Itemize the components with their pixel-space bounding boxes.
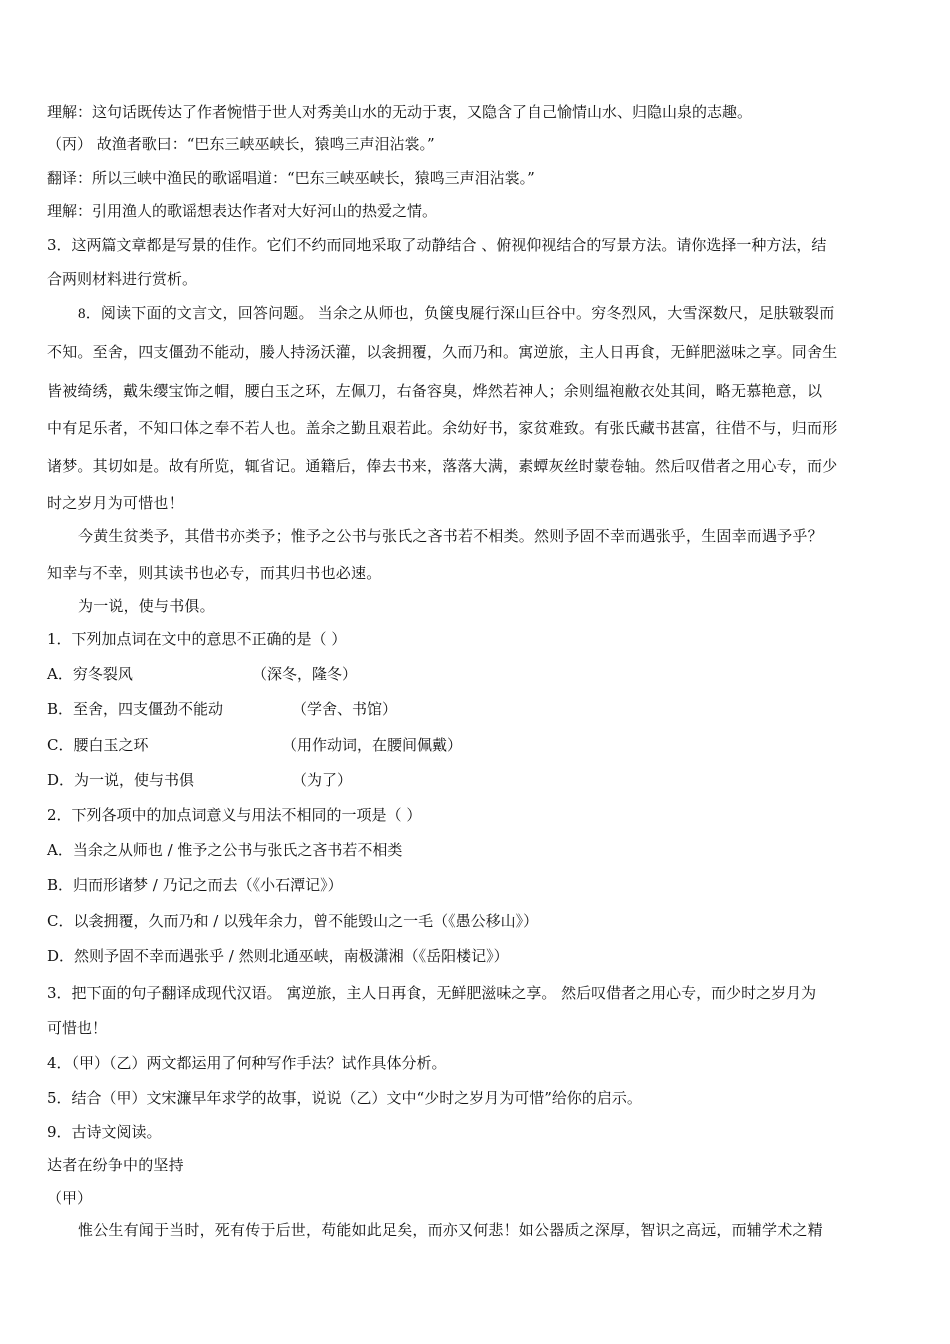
option-text: C．腰白玉之环 [47,736,149,754]
option-text: B．至舍，四支僵劲不能动 [47,700,224,718]
question-2: 2．下列各项中的加点词意义与用法不相同的一项是（ ） [47,806,422,824]
option-a: A．当余之从师也 / 惟予之公书与张氏之吝书若不相类 [47,841,403,859]
question-1: 1．下列加点词在文中的意思不正确的是（ ） [47,630,347,648]
option-note: （学舍、书馆） [292,700,398,718]
question-5: 5．结合（甲）文宋濂早年求学的故事，说说（乙）文中“少时之岁月为可惜”给你的启示。 [47,1089,642,1107]
option-text: A．穷冬裂风 [47,665,133,683]
paragraph-line: （丙） 故渔者歌曰：“巴东三峡巫峡长，猿鸣三声泪沾裳。” [47,135,435,153]
question-9: 9．古诗文阅读。 [47,1123,162,1141]
section-title: 达者在纷争中的坚持 [47,1158,184,1174]
option-note: （为了） [292,771,353,789]
question-3-cont: 可惜也！ [47,1019,108,1037]
question-3-line-1: 3．这两篇文章都是写景的佳作。它们不约而同地采取了动静结合 、俯视仰视结合的写景方法。请你选择一种方法，结 [47,236,827,254]
passage-line: 皆被绮绣，戴朱缨宝饰之帽，腰白玉之环，左佩刀，右备容臭，烨然若神人；余则缊袍敝衣处其间，略无慕艳意，以 [47,384,823,400]
passage-line: 时之岁月为可惜也！ [47,496,184,512]
option-d [47,769,908,791]
option-text: D．为一说，使与书俱 [47,771,195,789]
passage-line: 中有足乐者，不知口体之奉不若人也。盖余之勤且艰若此。余幼好书，家贫难致。有张氏藏书甚富，往借不与，归而形 [47,421,838,437]
option-c: C．以衾拥覆，久而乃和 / 以残年余力，曾不能毁山之一毛（《愚公移山》） [47,912,539,930]
option-note: （用作动词，在腰间佩戴） [282,736,463,754]
paragraph-line: 理解：这句话既传达了作者惋惜于世人对秀美山水的无动于衷，又隐含了自己愉情山水、归隐山泉的志趣。 [47,103,753,121]
passage-line: 诸梦。其切如是。故有所览，辄省记。通籍后，俸去书来，落落大满，素蟫灰丝时蒙卷轴。然后叹借者之用心专，而少 [47,459,838,475]
question-4: 4．（甲）（乙）两文都运用了何种写作手法？试作具体分析。 [47,1054,447,1072]
question-3: 3．把下面的句子翻译成现代汉语。 寓逆旅，主人日再食，无鲜肥滋味之享。 然后叹借者之用心专，而少时之岁月为 [47,984,817,1002]
passage-line: 不知。至舍，四支僵劲不能动，媵人持汤沃灌，以衾拥覆，久而乃和。寓逆旅，主人日再食，无鲜肥滋味之享。同舍生 [47,345,838,361]
paragraph-line: 理解：引用渔人的歌谣想表达作者对大好河山的热爱之情。 [47,202,438,220]
option-a [47,663,908,685]
passage-line: 8．阅读下面的文言文，回答问题。 当余之从师也，负箧曳屣行深山巨谷中。穷冬烈风，大雪深数尺，足肤皲裂而 [78,306,835,322]
passage-line: 为一说，使与书俱。 [78,599,215,615]
passage-line: 知幸与不幸，则其读书也必专，而其归书也必速。 [47,566,382,582]
option-b [47,698,908,720]
section-label: （甲） [47,1189,93,1207]
option-d: D．然则予固不幸而遇张乎 / 然则北通巫峡，南极潇湘（《岳阳楼记》） [47,947,509,965]
passage-line: 惟公生有闻于当时，死有传于后世，苟能如此足矣，而亦又何悲！如公器质之深厚，智识之高远，而辅学术之精 [78,1223,823,1239]
option-b: B．归而形诸梦 / 乃记之而去（《小石潭记》） [47,876,343,894]
option-note: （深冬，隆冬） [252,665,358,683]
passage-line: 今黄生贫类予，其借书亦类予；惟予之公书与张氏之吝书若不相类。然则予固不幸而遇张乎，生固幸而遇予乎？ [78,529,823,545]
question-3-line-2: 合两则材料进行赏析。 [47,270,198,288]
option-c [47,734,908,756]
paragraph-line: 翻译：所以三峡中渔民的歌谣唱道：“巴东三峡巫峡长，猿鸣三声泪沾裳。” [47,169,535,187]
